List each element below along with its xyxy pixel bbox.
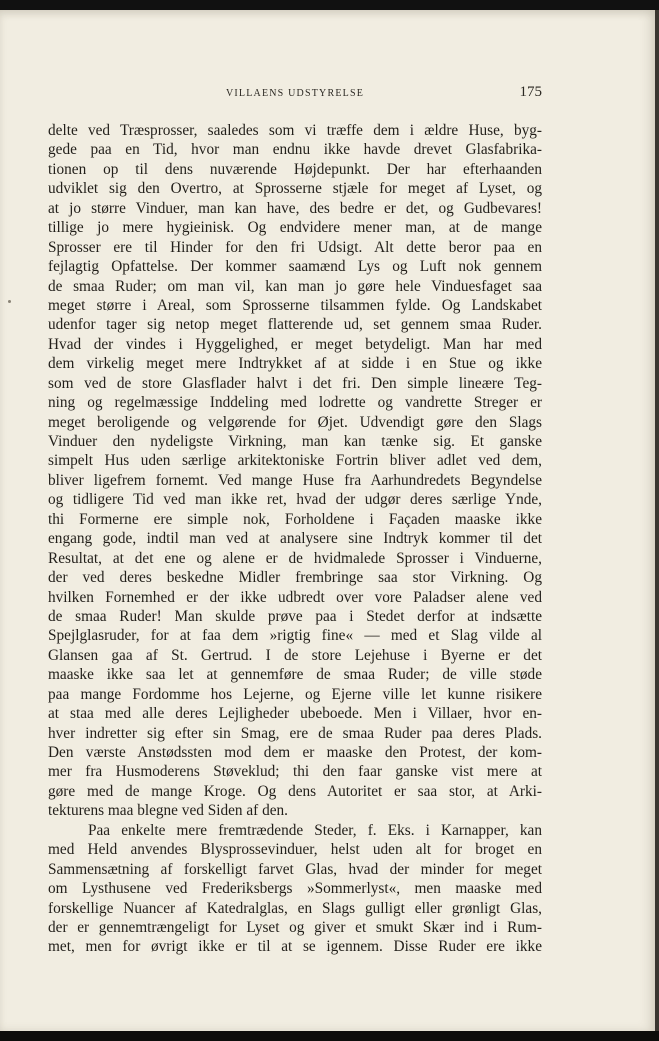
text-line: gøre med de mange Kroge. Og dens Autoritet er saa stor, at Arki-	[48, 782, 542, 800]
text-line: der ved deres beskedne Midler frembringe saa stor Virkning. Og	[48, 569, 542, 587]
text-line: maaske ikke saa let at gennemføre de smaa Ruder; de ville støde	[48, 666, 542, 684]
text-line: der er gennemtrængeligt for Lyset og giver et smukt Skær ind i Rum-	[48, 918, 542, 936]
text-line: ning og regelmæssige Inddeling med lodrette og vandrette Streger er	[48, 394, 542, 412]
text-line: at jo større Vinduer, man kan have, des bedre er det, og Gudbevares!	[48, 199, 542, 217]
scan-border-right	[655, 10, 659, 1031]
text-line: som ved de store Glasflader halvt i det fri. Den simple lineære Teg-	[48, 374, 542, 392]
scan-border-top	[0, 0, 659, 10]
page-number: 175	[519, 84, 542, 100]
text-line: Vinduer den nydeligste Virkning, man kan tænke sig. Et ganske	[48, 433, 542, 450]
text-line: dem virkelig meget mere Indtrykket af at sidde i en Stue og ikke	[48, 355, 542, 373]
text-line: og tidligere Tid ved man ikke ret, hvad der udgør deres særlige Ynde,	[48, 491, 542, 509]
text-line: udviklet sig den Overtro, at Sprosserne stjæle for meget af Lyset, og	[48, 180, 542, 198]
text-line: Sammensætning af forskelligt farvet Glas, hvad der minder for meget	[48, 860, 542, 878]
text-line: fejlagtig Opfattelse. Der kommer saamænd Lys og Luft nok gennem	[48, 258, 542, 276]
text-line: om Lysthusene ved Frederiksbergs »Sommerlyst«, men maaske med	[48, 880, 542, 898]
text-line: forskellige Nuancer af Katedralglas, en Slags gulligt eller grønligt Glas,	[48, 899, 542, 917]
text-line: meget beroligende og velgørende for Øjet. Udvendigt gøre den Slags	[48, 413, 542, 431]
text-line: Den værste Anstødssten mod dem er maaske den Protest, der kom-	[48, 744, 542, 761]
text-line: thi Formerne ere simple nok, Forholdene i Façaden maaske ikke	[48, 510, 542, 528]
text-line: tionen op til dens nuværende Højdepunkt. Der har efterhaanden	[48, 160, 542, 178]
text-line: Resultat, at det ene og alene er de hvidmalede Sprosser i Vinduerne,	[48, 549, 542, 567]
body-text	[48, 121, 542, 957]
text-line: mer fra Husmoderens Støveklud; thi den faar ganske vist mere at	[48, 763, 542, 781]
text-line: Spejlglasruder, for at faa dem »rigtig fine« — med et Slag vilde al	[48, 627, 542, 645]
text-line: de smaa Ruder! Man skulde prøve paa i Stedet derfor at indsætte	[48, 607, 542, 625]
text-line-paragraph-start: Paa enkelte mere fremtrædende Steder, f. Eks. i Karnapper, kan	[88, 821, 542, 839]
text-line: bliver ligefrem fornemt. Ved mange Huse fra Aarhundredets Begyndelse	[48, 471, 542, 489]
text-line: udenfor tager sig netop meget flatterende ud, set gennem smaa Ruder.	[48, 316, 542, 334]
text-line: hvilken Fornemhed er der ikke udbredt over vore Paladser alene ved	[48, 588, 542, 606]
text-line: simpelt Hus uden særlige arkitektoniske Fortrin bliver adlet ved dem,	[48, 452, 542, 470]
text-line: at staa med alle deres Lejligheder ubeboede. Men i Villaer, hvor en-	[48, 705, 542, 723]
page-header	[48, 84, 542, 106]
text-line: hver indretter sig efter sin Smag, ere de smaa Ruder paa deres Plads.	[48, 724, 542, 742]
margin-speck	[8, 300, 11, 303]
text-line: Sprosser ere til Hinder for den fri Udsigt. Alt dette beror paa en	[48, 238, 542, 256]
running-head: VILLAENS UDSTYRELSE	[225, 88, 365, 99]
text-line-paragraph-end: tekturens maa blegne ved Siden af den.	[48, 802, 288, 820]
text-line: de smaa Ruder; om man vil, kan man jo gøre hele Vinduesfaget saa	[48, 277, 542, 295]
text-line: delte ved Træsprosser, saaledes som vi træffe dem i ældre Huse, byg-	[48, 122, 542, 139]
text-line: Glansen gaa af St. Gertrud. I de store Lejehuse i Byerne er det	[48, 646, 542, 664]
text-line: gede paa en Tid, hvor man endnu ikke havde drevet Glasfabrika-	[48, 141, 542, 159]
text-line: meget større i Areal, som Sprosserne tilsammen fylde. Og Landskabet	[48, 296, 542, 314]
text-line: med Held anvendes Blysprossevinduer, helst uden alt for broget en	[48, 841, 542, 859]
text-line: engang gode, indtil man ved at analysere sine Indtryk kommer til det	[48, 530, 542, 548]
text-line: paa mange Fordomme hos Lejerne, og Ejerne ville let kunne risikere	[48, 685, 542, 703]
text-line: met, men for øvrigt ikke er til at se igennem. Disse Ruder ere ikke	[48, 938, 542, 956]
text-line: tillige jo mere hygieinisk. Og endvidere mener man, at de mange	[48, 219, 542, 237]
text-line: Hvad der vindes i Hyggelighed, er meget betydeligt. Man har med	[48, 335, 542, 353]
